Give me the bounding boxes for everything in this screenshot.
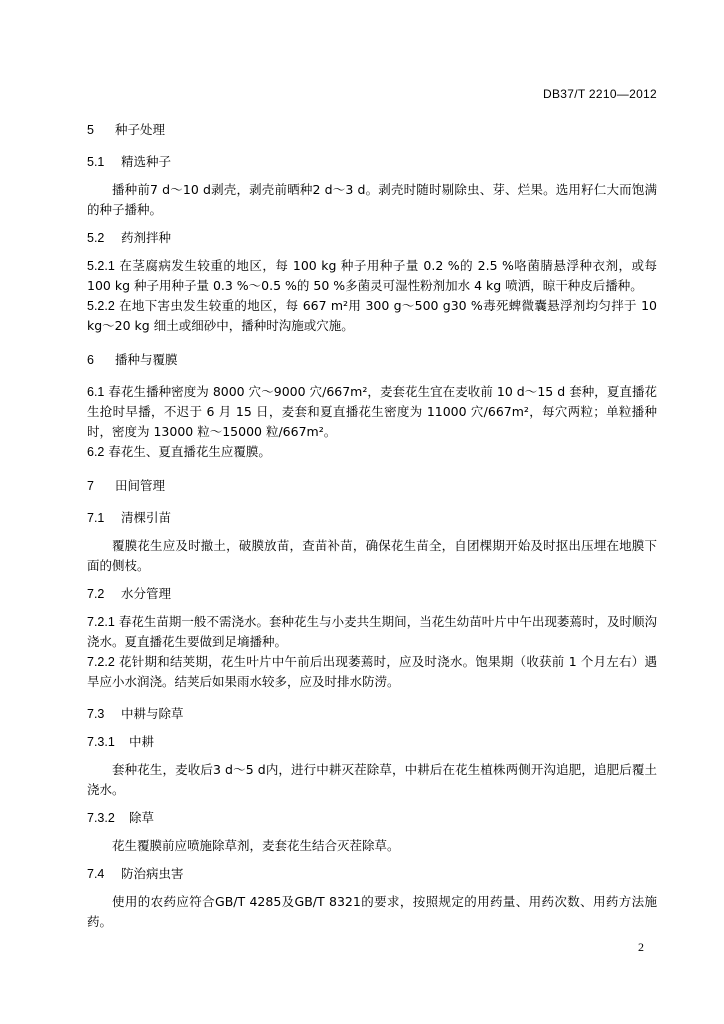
section-title: 中耕与除草 [121, 706, 184, 721]
section-title: 精选种子 [121, 154, 172, 169]
clause [87, 296, 657, 336]
section-title: 播种与覆膜 [115, 352, 178, 367]
clause-text: 在茎腐病发生较重的地区，每 100 kg 种子用种子量 0.2 %的 2.5 %咯菌腈悬浮种衣剂，或每 100 kg 种子用种子量 0.3 %～0.5 %的 50 %多菌灵可湿性粉剂加水 4 kg 喷洒，晾干种皮后播种。 [87, 258, 657, 293]
section-title: 水分管理 [121, 586, 172, 601]
paragraph: 覆膜花生应及时撤土，破膜放苗，查苗补苗，确保花生苗全，自团棵期开始及时抠出压埋在地膜下面的侧枝。 [87, 538, 657, 573]
clause [87, 652, 657, 692]
section-heading [87, 350, 657, 370]
section-number: 5 [87, 123, 94, 137]
section-number: 7.2 [87, 587, 105, 601]
subsection-heading [87, 864, 657, 884]
section-title: 种子处理 [115, 122, 166, 137]
clause-text: 春花生苗期一般不需浇水。套种花生与小麦共生期间，当花生幼苗叶片中午出现萎蔫时，及时顺沟浇水。夏直播花生要做到足墒播种。 [87, 614, 657, 649]
clause-number: 5.2.1 [87, 259, 115, 273]
clause-number: 7.2.1 [87, 615, 115, 629]
clause-text: 在地下害虫发生较重的地区，每 667 m²用 300 g～500 g30 %毒死蜱微囊悬浮剂均匀拌于 10 kg～20 kg 细土或细砂中，播种时沟施或穴施。 [87, 298, 657, 333]
paragraph: 使用的农药应符合GB/T 4285及GB/T 8321的要求，按照规定的用药量、用药次数、用药方法施药。 [87, 894, 657, 929]
clause-number: 6.2 [87, 445, 105, 459]
clause-text: 春花生、夏直播花生应覆膜。 [108, 444, 271, 459]
clause-number: 6.1 [87, 385, 105, 399]
section-title: 防治病虫害 [121, 866, 184, 881]
section-number: 7.3 [87, 707, 105, 721]
clause [87, 382, 657, 442]
section-number: 6 [87, 353, 94, 367]
subsection-heading [87, 584, 657, 604]
section-number: 7.4 [87, 867, 105, 881]
section-number: 7.1 [87, 511, 105, 525]
section-title: 除草 [129, 810, 155, 825]
section-number: 7.3.1 [87, 735, 115, 749]
subsection-heading [87, 228, 657, 248]
section-number: 5.1 [87, 155, 105, 169]
paragraph: 播种前7 d～10 d剥壳，剥壳前晒种2 d～3 d。剥壳时随时剔除虫、芽、烂果。选用籽仁大而饱满的种子播种。 [87, 182, 657, 217]
clause-text: 春花生播种密度为 8000 穴～9000 穴/667m²，麦套花生宜在麦收前 10 d～15 d 套种，夏直播花生抢时早播，不迟于 6 月 15 日，麦套和夏直播花生密度为 11000 穴/667m²，每穴两粒；单粒播种时，密度为 13000 粒～15000 粒/667m²。 [87, 384, 657, 439]
clause [87, 612, 657, 652]
section-title: 药剂拌种 [121, 230, 172, 245]
section-number: 7 [87, 479, 94, 493]
section-number: 7.3.2 [87, 811, 115, 825]
clause [87, 442, 657, 462]
subsubsection-heading [87, 732, 657, 752]
section-heading [87, 476, 657, 496]
section-number: 5.2 [87, 231, 105, 245]
subsubsection-heading [87, 808, 657, 828]
subsection-heading [87, 704, 657, 724]
clause-number: 5.2.2 [87, 299, 115, 313]
section-title: 中耕 [129, 734, 155, 749]
clause [87, 256, 657, 296]
subsection-heading [87, 152, 657, 172]
section-title: 清棵引苗 [121, 510, 172, 525]
subsection-heading [87, 508, 657, 528]
paragraph: 花生覆膜前应喷施除草剂，麦套花生结合灭茬除草。 [112, 838, 400, 853]
section-title: 田间管理 [115, 478, 166, 493]
section-heading [87, 120, 657, 140]
document-body [87, 112, 657, 940]
clause-number: 7.2.2 [87, 655, 115, 669]
clause-text: 花针期和结荚期，花生叶片中午前后出现萎蔫时，应及时浇水。饱果期（收获前 1 个月左右）遇旱应小水润浇。结荚后如果雨水较多，应及时排水防涝。 [87, 654, 657, 689]
paragraph: 套种花生，麦收后3 d～5 d内，进行中耕灭茬除草，中耕后在花生植株两侧开沟追肥，追肥后覆土浇水。 [87, 762, 657, 797]
page-number: 2 [638, 940, 644, 954]
standard-code-header: DB37/T 2210—2012 [543, 87, 657, 101]
